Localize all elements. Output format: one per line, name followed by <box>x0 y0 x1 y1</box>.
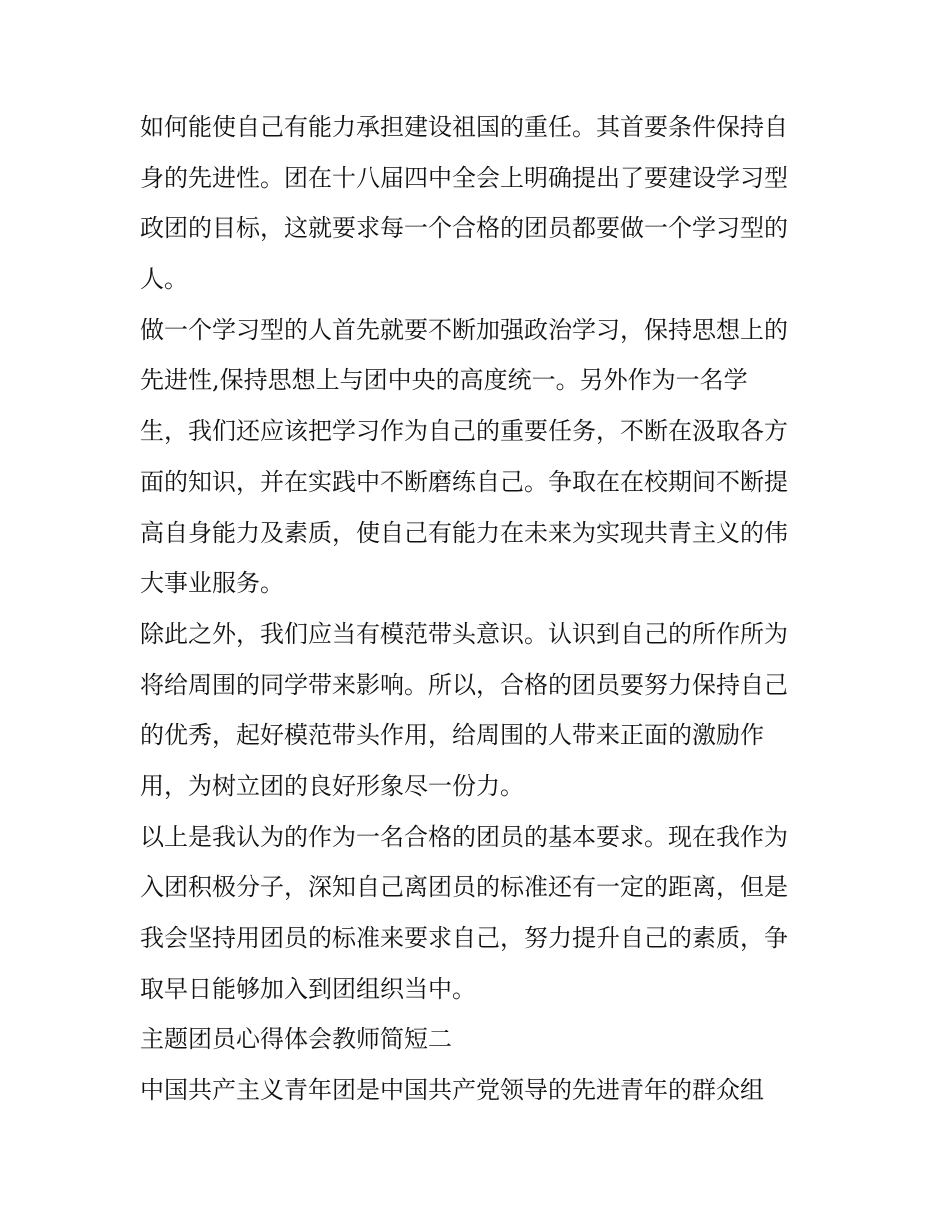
text-line: 的优秀，起好模范带头作用，给周围的人带来正面的激励作 <box>140 721 764 750</box>
section-heading: 主题团员心得体会教师简短二 <box>140 1025 452 1054</box>
text-line: 政团的目标，这就要求每一个合格的团员都要做一个学习型的 <box>140 214 788 243</box>
text-line: 先进性,保持思想上与团中央的高度统一。另外作为一名学 <box>140 366 748 395</box>
text-line: 做一个学习型的人首先就要不断加强政治学习，保持思想上的 <box>140 315 788 344</box>
text-line: 入团积极分子，深知自己离团员的标准还有一定的距离，但是 <box>140 873 788 902</box>
text-line: 除此之外，我们应当有模范带头意识。认识到自己的所作所为 <box>140 619 788 648</box>
text-line: 人。 <box>140 265 188 294</box>
text-line: 取早日能够加入到团组织当中。 <box>140 974 476 1003</box>
text-line: 用，为树立团的良好形象尽一份力。 <box>140 771 524 800</box>
text-line: 大事业服务。 <box>140 569 284 598</box>
text-line: 以上是我认为的作为一名合格的团员的基本要求。现在我作为 <box>140 822 788 851</box>
text-line: 如何能使自己有能力承担建设祖国的重任。其首要条件保持自 <box>140 113 788 141</box>
text-line: 面的知识，并在实践中不断磨练自己。争取在在校期间不断提 <box>140 467 788 496</box>
text-line: 生，我们还应该把学习作为自己的重要任务，不断在汲取各方 <box>140 417 788 446</box>
text-line: 将给周围的同学带来影响。所以，合格的团员要努力保持自己 <box>140 670 788 699</box>
document-body <box>140 102 830 1116</box>
text-line: 身的先进性。团在十八届四中全会上明确提出了要建设学习型 <box>140 163 788 192</box>
text-line: 我会坚持用团员的标准来要求自己，努力提升自己的素质，争 <box>140 924 788 952</box>
text-line: 中国共产主义青年团是中国共产党领导的先进青年的群众组 <box>140 1076 764 1105</box>
text-line: 高自身能力及素质，使自己有能力在未来为实现共青主义的伟 <box>140 518 788 547</box>
